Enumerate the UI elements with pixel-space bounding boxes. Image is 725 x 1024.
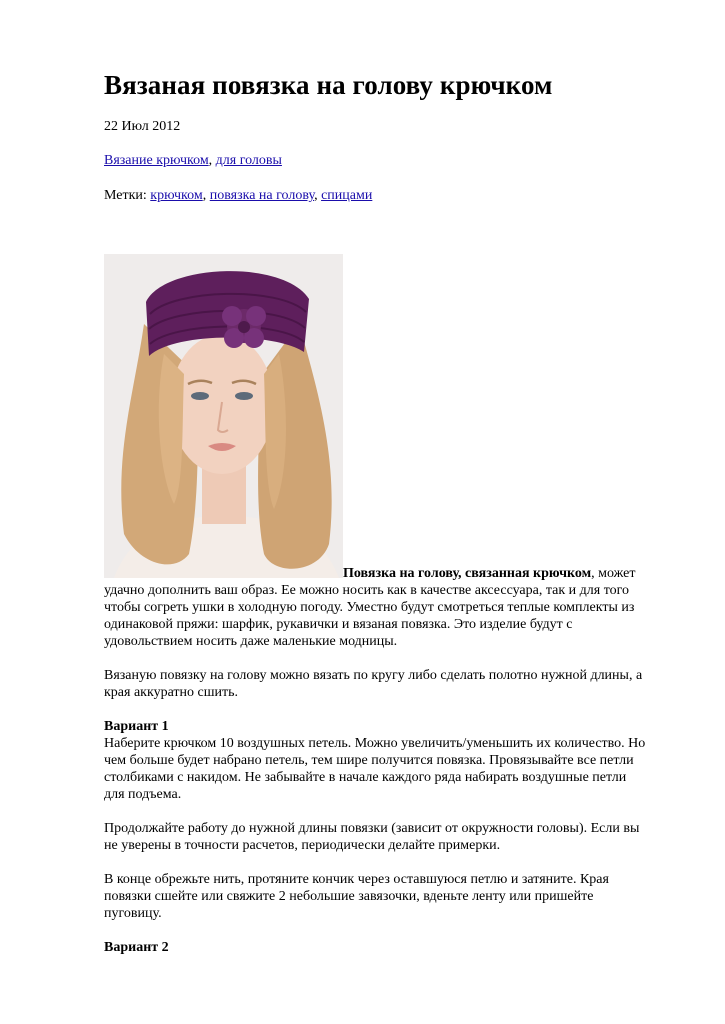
intro-line: удовольствием носить даже маленькие модницы. <box>104 634 398 649</box>
paragraph-line: В конце обрежьте нить, протяните кончик через оставшуюся петлю и затяните. Края <box>104 872 609 887</box>
intro-bold-text: Повязка на голову, связанная крючком <box>343 566 592 581</box>
tags-label: Метки: <box>104 188 151 203</box>
paragraph-line: Наберите крючком 10 воздушных петель. Можно увеличить/уменьшить их количество. Но <box>104 736 646 751</box>
tag-link-headband[interactable]: повязка на голову <box>209 188 315 203</box>
paragraph-line: Вязаную повязку на голову можно вязать по кругу либо сделать полотно нужной длины, а <box>104 668 643 683</box>
page-title: Вязаная повязка на голову крючком <box>104 70 553 100</box>
paragraph-line: края аккуратно сшить. <box>104 685 239 700</box>
intro-first-rest: , может <box>591 566 636 581</box>
paragraph-line: для подъема. <box>104 787 182 802</box>
variant-1-heading: Вариант 1 <box>104 719 169 734</box>
category-separator: , <box>208 153 216 168</box>
intro-line: одинаковой пряжи: шарфик, рукавички и вязаная повязка. Это изделие будут с <box>104 617 573 632</box>
tag-separator: , <box>314 188 322 203</box>
paragraph-line: чем больше будет набрано петель, тем шире получится повязка. Провязывайте все петли <box>104 753 634 768</box>
paragraph-line: пуговицу. <box>104 906 162 921</box>
woman-headband-illustration <box>104 254 343 578</box>
paragraph-line: Продолжайте работу до нужной длины повязки (зависит от окружности головы). Если вы <box>104 821 640 836</box>
category-link-head[interactable]: для головы <box>215 153 282 168</box>
post-date: 22 Июл 2012 <box>104 119 181 134</box>
category-links <box>104 153 282 169</box>
category-link-crochet[interactable]: Вязание крючком <box>104 153 209 168</box>
tag-separator: , <box>202 188 210 203</box>
tag-link-knitting[interactable]: спицами <box>321 188 373 203</box>
woman-headband-photo <box>104 254 343 578</box>
article-body <box>104 565 676 956</box>
intro-first-line <box>104 565 676 582</box>
paragraph-line: повязки сшейте или свяжите 2 небольшие завязочки, вденьте ленту или пришейте <box>104 889 594 904</box>
variant-2-heading: Вариант 2 <box>104 940 169 955</box>
intro-line: удачно дополнить ваш образ. Ее можно носить как в качестве аксессуара, так и для того <box>104 583 630 598</box>
paragraph-line: не уверены в точности расчетов, периодически делайте примерки. <box>104 838 501 853</box>
tag-links <box>104 188 372 204</box>
paragraph-line: столбиками с накидом. Не забывайте в начале каждого ряда набирать воздушные петли <box>104 770 627 785</box>
tag-link-crochet[interactable]: крючком <box>150 188 203 203</box>
intro-line: чтобы согреть ушки в холодную погоду. Уместно будут смотреться теплые комплекты из <box>104 600 635 615</box>
